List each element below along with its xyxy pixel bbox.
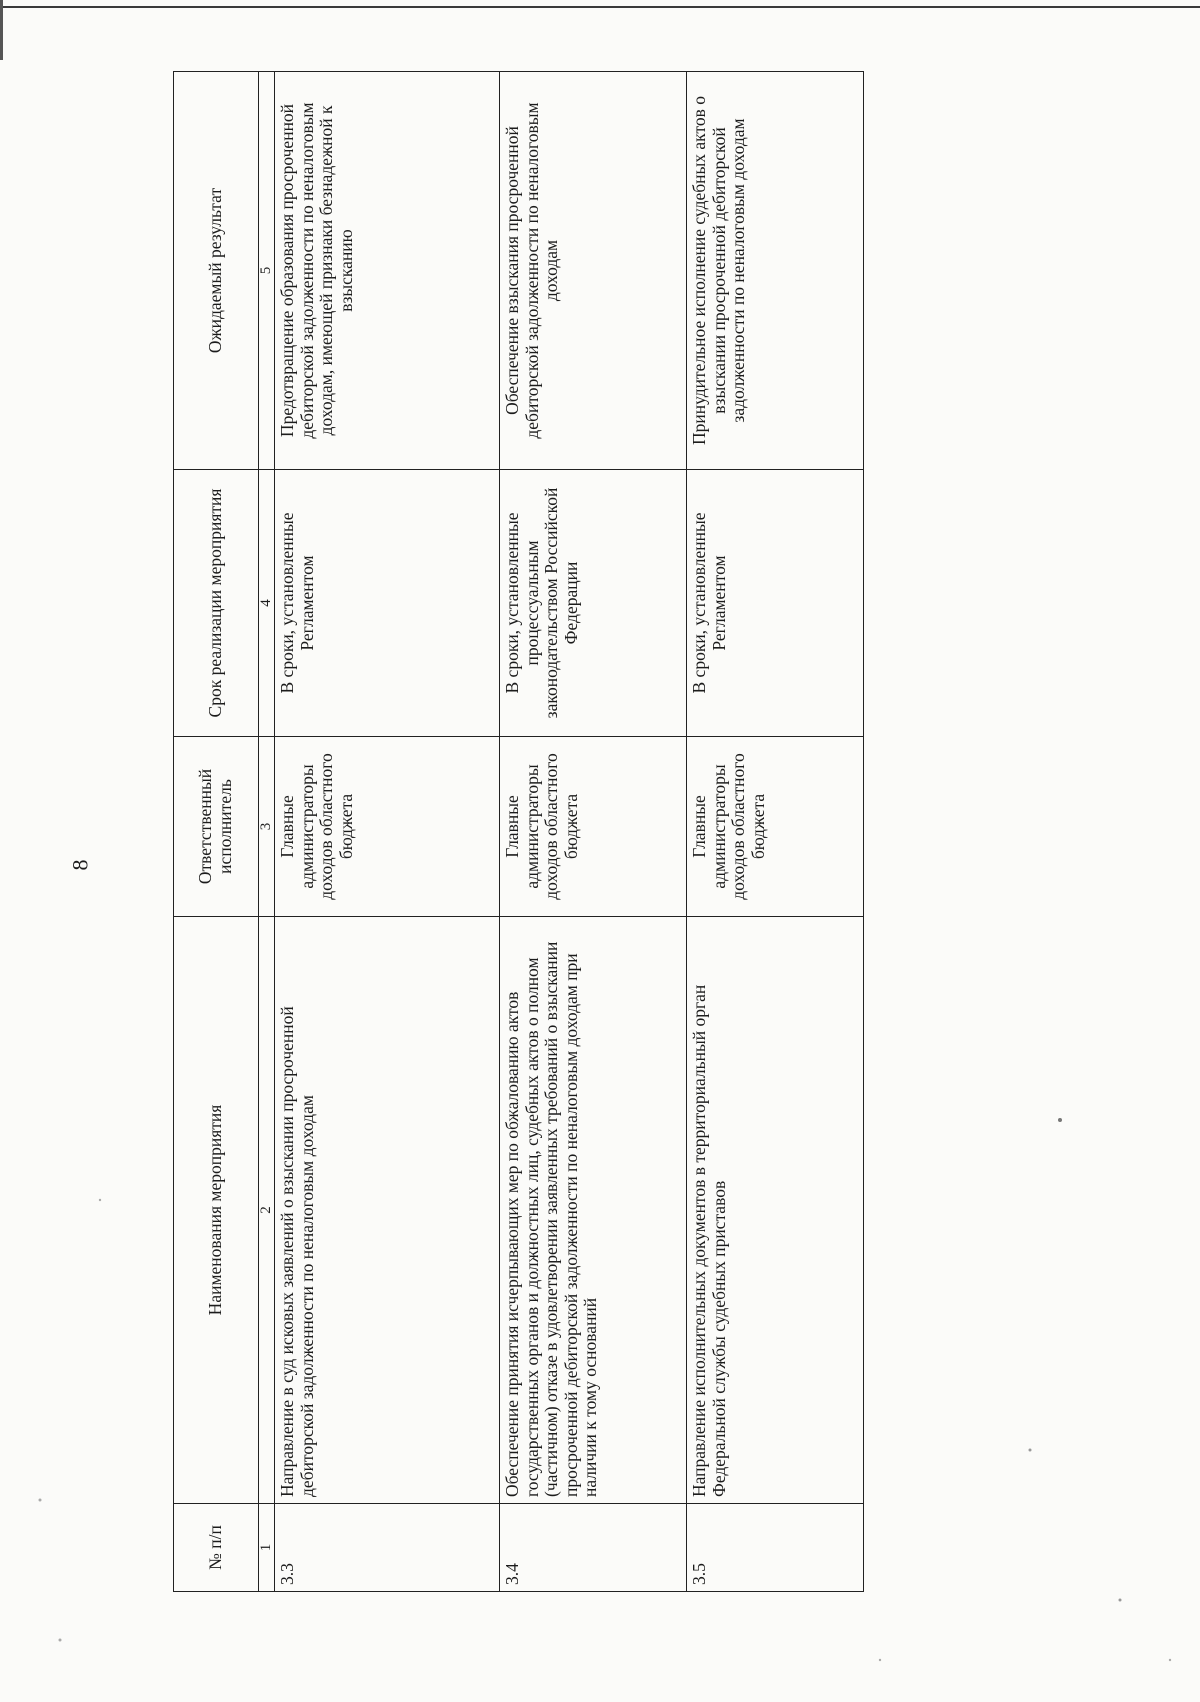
- scan-left-edge: [0, 0, 3, 60]
- table-row: [687, 72, 864, 1592]
- row-deadline: В сроки, установленные Регламентом: [687, 470, 864, 737]
- column-number: 5: [259, 72, 275, 470]
- row-executor: Главные администраторы доходов областного бюджета: [687, 737, 864, 917]
- row-num: 3.5: [687, 1504, 864, 1592]
- column-number: 2: [259, 917, 275, 1504]
- rotated-table-container: [173, 72, 768, 1592]
- row-deadline: В сроки, установленные процессуальным законодательством Российской Федерации: [500, 470, 687, 737]
- row-result: Предотвращение образования просроченной дебиторской задолженности по неналоговым доходам, имеющей признаки безнадежной к взысканию: [275, 72, 500, 470]
- row-name: Обеспечение принятия исчерпывающих мер по обжалованию актов государственных органов и должностных лиц, судебных актов о полном (частичном) отказе в удовлетворении заявленных требований о взыскании просроченной дебиторской задолженности по неналоговым доходам при наличии к тому оснований: [500, 917, 687, 1504]
- header-num: № п/п: [174, 1504, 259, 1592]
- row-deadline: В сроки, установленные Регламентом: [275, 470, 500, 737]
- table-row: [500, 72, 687, 1592]
- row-name: Направление в суд исковых заявлений о взыскании просроченной дебиторской задолженности по неналоговым доходам: [275, 917, 500, 1504]
- measures-table: [173, 71, 864, 1592]
- header-deadline: Срок реализации мероприятия: [174, 470, 259, 737]
- header-result: Ожидаемый результат: [174, 72, 259, 470]
- row-result: Принудительное исполнение судебных актов о взыскании просроченной дебиторской задолженности по неналоговым доходам: [687, 72, 864, 470]
- column-number-row: [259, 72, 275, 1592]
- row-name: Направление исполнительных документов в территориальный орган Федеральной службы судебных приставов: [687, 917, 864, 1504]
- scan-top-edge: [0, 0, 1200, 8]
- header-executor: Ответственный исполнитель: [174, 737, 259, 917]
- page-number: 8: [67, 859, 93, 871]
- row-executor: Главные администраторы доходов областного бюджета: [275, 737, 500, 917]
- table-header-row: [174, 72, 259, 1592]
- column-number: 1: [259, 1504, 275, 1592]
- column-number: 3: [259, 737, 275, 917]
- column-number: 4: [259, 470, 275, 737]
- header-name: Наименования мероприятия: [174, 917, 259, 1504]
- row-num: 3.4: [500, 1504, 687, 1592]
- row-num: 3.3: [275, 1504, 500, 1592]
- row-result: Обеспечение взыскания просроченной дебиторской задолженности по неналоговым доходам: [500, 72, 687, 470]
- table-row: [275, 72, 500, 1592]
- row-executor: Главные администраторы доходов областного бюджета: [500, 737, 687, 917]
